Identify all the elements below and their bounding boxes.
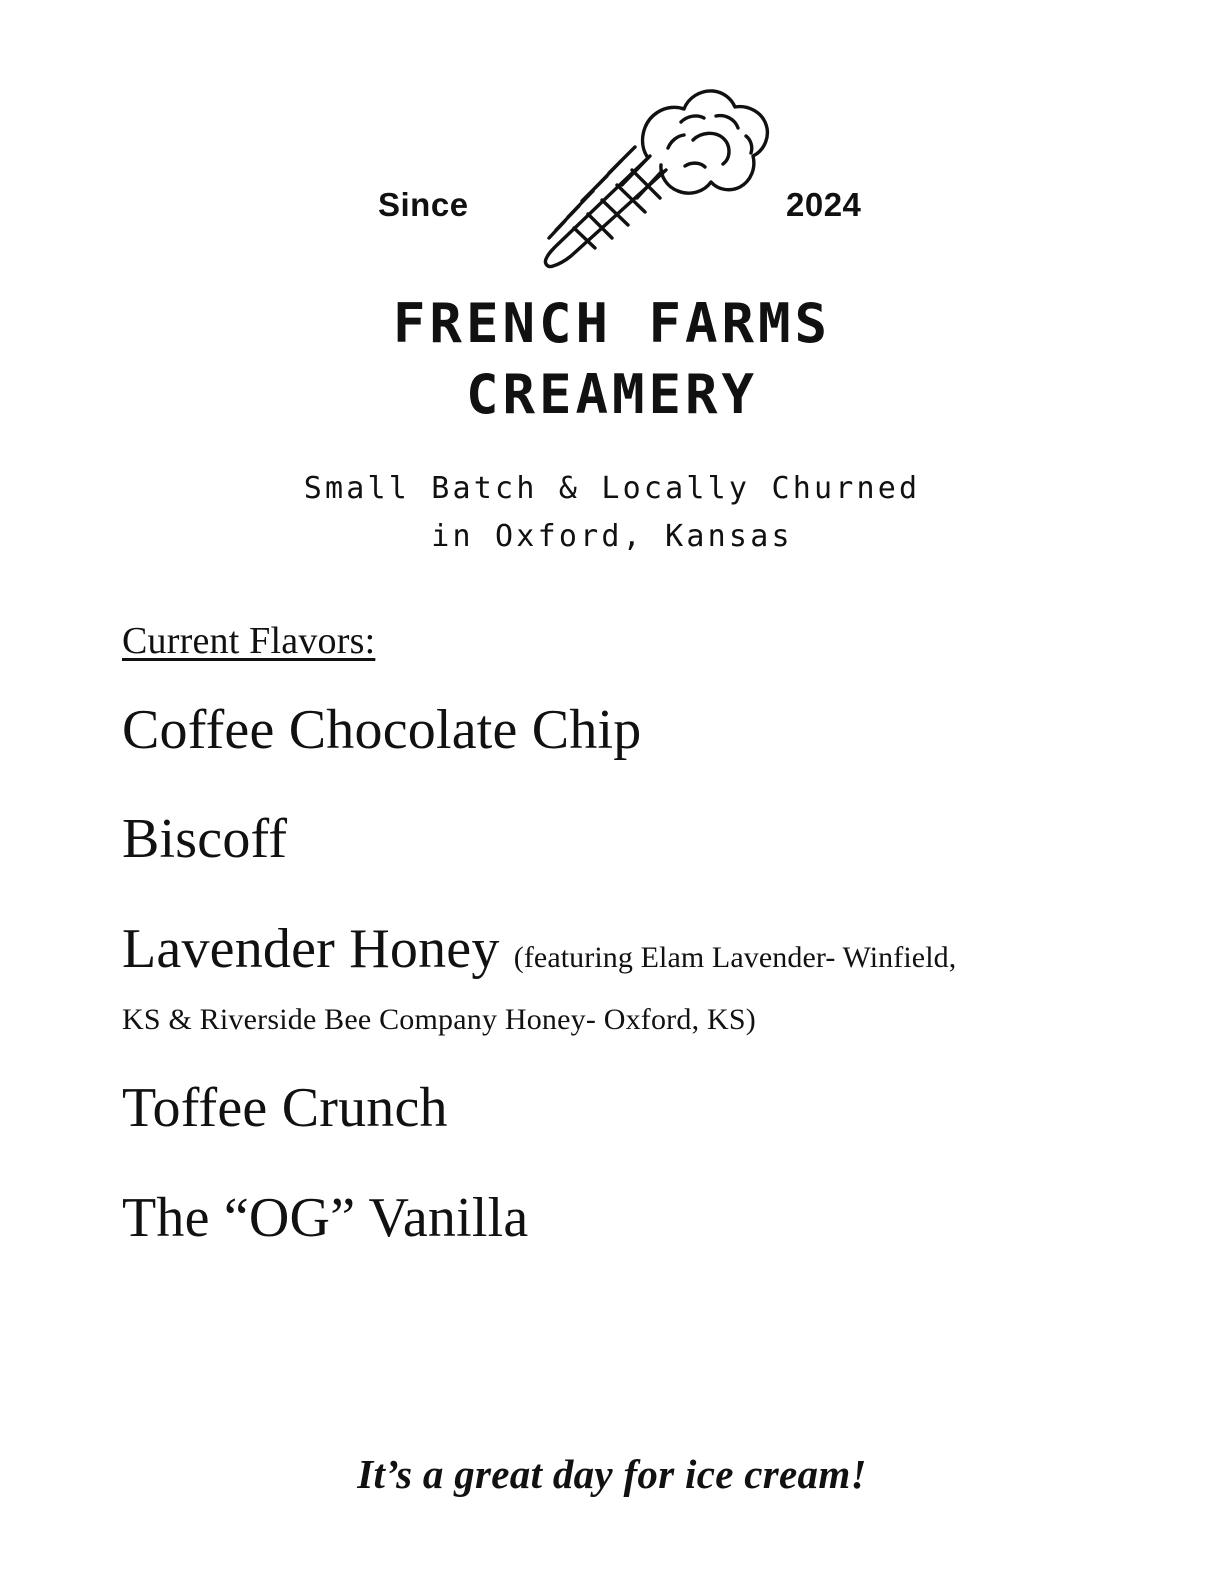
flavors-heading: Current Flavors: (122, 619, 376, 662)
logo-header (0, 0, 1224, 561)
menu-content (0, 619, 1224, 1250)
list-item (122, 1187, 1224, 1250)
list-item (122, 808, 1224, 871)
since-label: Since (378, 186, 469, 223)
tagline (0, 465, 1224, 561)
flavor-name: Toffee Crunch (122, 1077, 448, 1140)
flavor-list (122, 699, 1224, 1250)
tagline-line1: Small Batch & Locally Churned (303, 470, 921, 506)
list-item (122, 918, 1224, 1036)
flavor-name: The “OG” Vanilla (122, 1187, 529, 1249)
ice-cream-cone-icon (452, 78, 772, 278)
flavor-note: (featuring Elam Lavender- Winfield, (513, 940, 957, 974)
year-label: 2024 (786, 186, 862, 223)
logo-row (0, 78, 1224, 278)
brand-name-line2: CREAMERY (465, 363, 759, 427)
brand-name (0, 288, 1224, 431)
flavor-note-continued: KS & Riverside Bee Company Honey- Oxford, KS) (122, 1002, 756, 1036)
footer-slogan: It’s a great day for ice cream! (357, 1451, 867, 1497)
flavor-name: Biscoff (122, 808, 288, 871)
flavor-name: Lavender Honey (122, 917, 500, 980)
tagline-line2: in Oxford, Kansas (431, 518, 793, 554)
flavor-name: Coffee Chocolate Chip (122, 698, 642, 761)
brand-name-line1: FRENCH FARMS (392, 292, 832, 355)
list-item (122, 1077, 1224, 1140)
list-item (122, 699, 1224, 762)
